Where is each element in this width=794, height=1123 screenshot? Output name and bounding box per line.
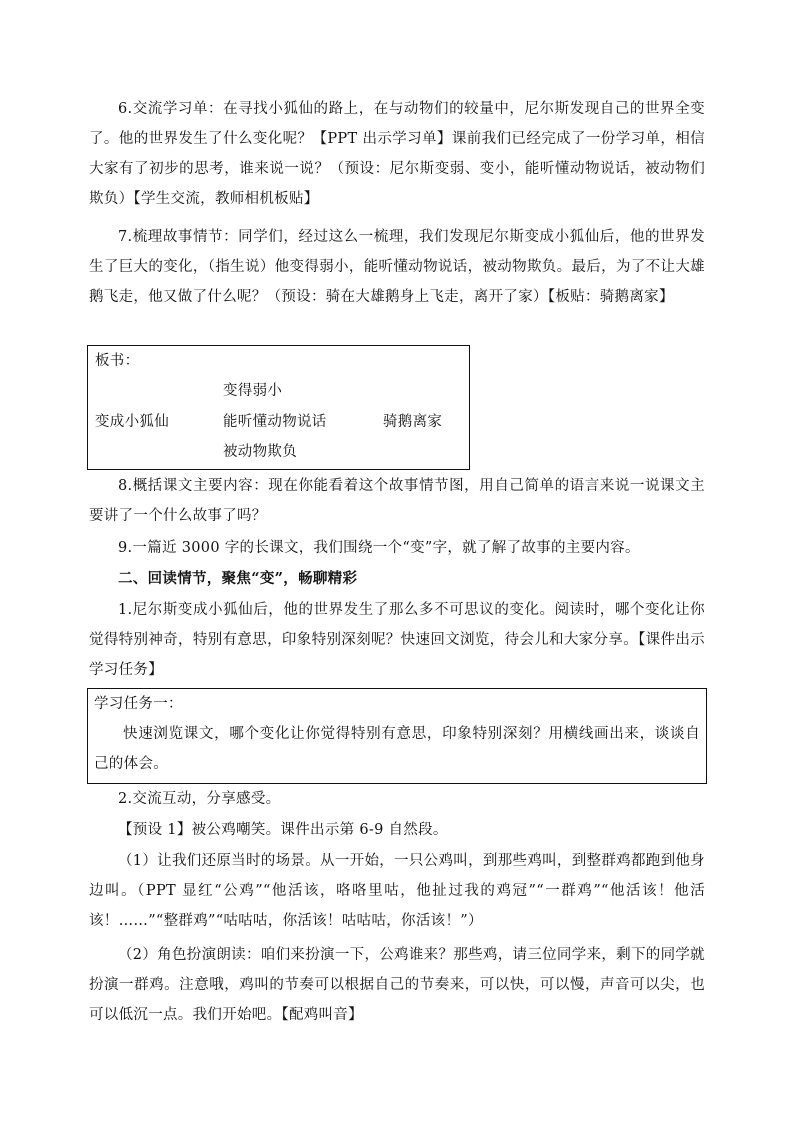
task-1-label: 学习任务一：: [94, 696, 183, 712]
paragraph-6: 6.交流学习单：在寻找小狐仙的路上，在与动物们的较量中，尼尔斯发现自己的世界全变了。他的世界发生了什么变化呢？【PPT 出示学习单】课前我们已经完成了一份学习单，相信大家有了初步的思考，谁来说一说？（预设：尼尔斯变弱、变小，能听懂动物说话，被动物们欺负）【学生交流，教师相机板贴】: [89, 101, 705, 207]
board-result: 骑鹅离家: [383, 414, 443, 430]
task-1-body: 快速浏览课文，哪个变化让你觉得特别有意思，印象特别深刻？用横线画出来，谈谈自己的体会。: [94, 726, 700, 772]
step-2: （2）角色扮演朗读：咱们来扮演一下，公鸡谁来？那些鸡，请三位同学来，剩下的同学就扮演一群鸡。注意哦，鸡叫的节奏可以根据自己的节奏来，可以快，可以慢，声音可以尖，也可以低沉一点。我们开始吧。【配鸡叫音】: [89, 947, 705, 1023]
board-branch-2: 能听懂动物说话: [223, 414, 327, 430]
section-2-heading: 二、回读情节，聚焦“变”，畅聊精彩: [118, 570, 358, 587]
board-branch-3: 被动物欺负: [223, 444, 297, 460]
step-1: （1）让我们还原当时的场景。从一开始，一只公鸡叫，到那些鸡叫，到整群鸡都跑到他身边叫。（PPT 显红“公鸡”“他活该，咯咯里咕，他扯过我的鸡冠”“一群鸡”“他活该！他活该！……”“整群鸡”“咕咕咕，你活该！咕咕咕，你活该！”）: [89, 853, 705, 929]
board-branch-1: 变得弱小: [223, 383, 283, 399]
task-1-box: [87, 688, 707, 784]
section-2-paragraph-1: 1.尼尔斯变成小狐仙后，他的世界发生了那么多不可思议的变化。阅读时，哪个变化让你觉得特别神奇，特别有意思，印象特别深刻呢？快速回文浏览，待会儿和大家分享。【课件出示学习任务】: [89, 602, 705, 678]
paragraph-9: 9.一篇近 3000 字的长课文，我们围绕一个“变”字，就了解了故事的主要内容。: [118, 540, 640, 556]
board-label: 板书：: [95, 353, 140, 369]
preset-1: 【预设 1】被公鸡嘲笑。课件出示第 6-9 自然段。: [118, 822, 448, 838]
section-2-paragraph-2: 2.交流互动，分享感受。: [118, 791, 281, 807]
paragraph-7: 7.梳理故事情节：同学们，经过这么一梳理，我们发现尼尔斯变成小狐仙后，他的世界发生了巨大的变化，（指生说）他变得弱小，能听懂动物说话，被动物欺负。最后，为了不让大雄鹅飞走，他又做了什么呢？（预设：骑在大雄鹅身上飞走，离开了家）【板贴：骑鹅离家】: [89, 229, 705, 305]
paragraph-8: 8.概括课文主要内容：现在你能看着这个故事情节图，用自己简单的语言来说一说课文主要讲了一个什么故事了吗？: [89, 478, 705, 524]
board-box: [87, 345, 470, 470]
board-center: 变成小狐仙: [95, 414, 169, 430]
